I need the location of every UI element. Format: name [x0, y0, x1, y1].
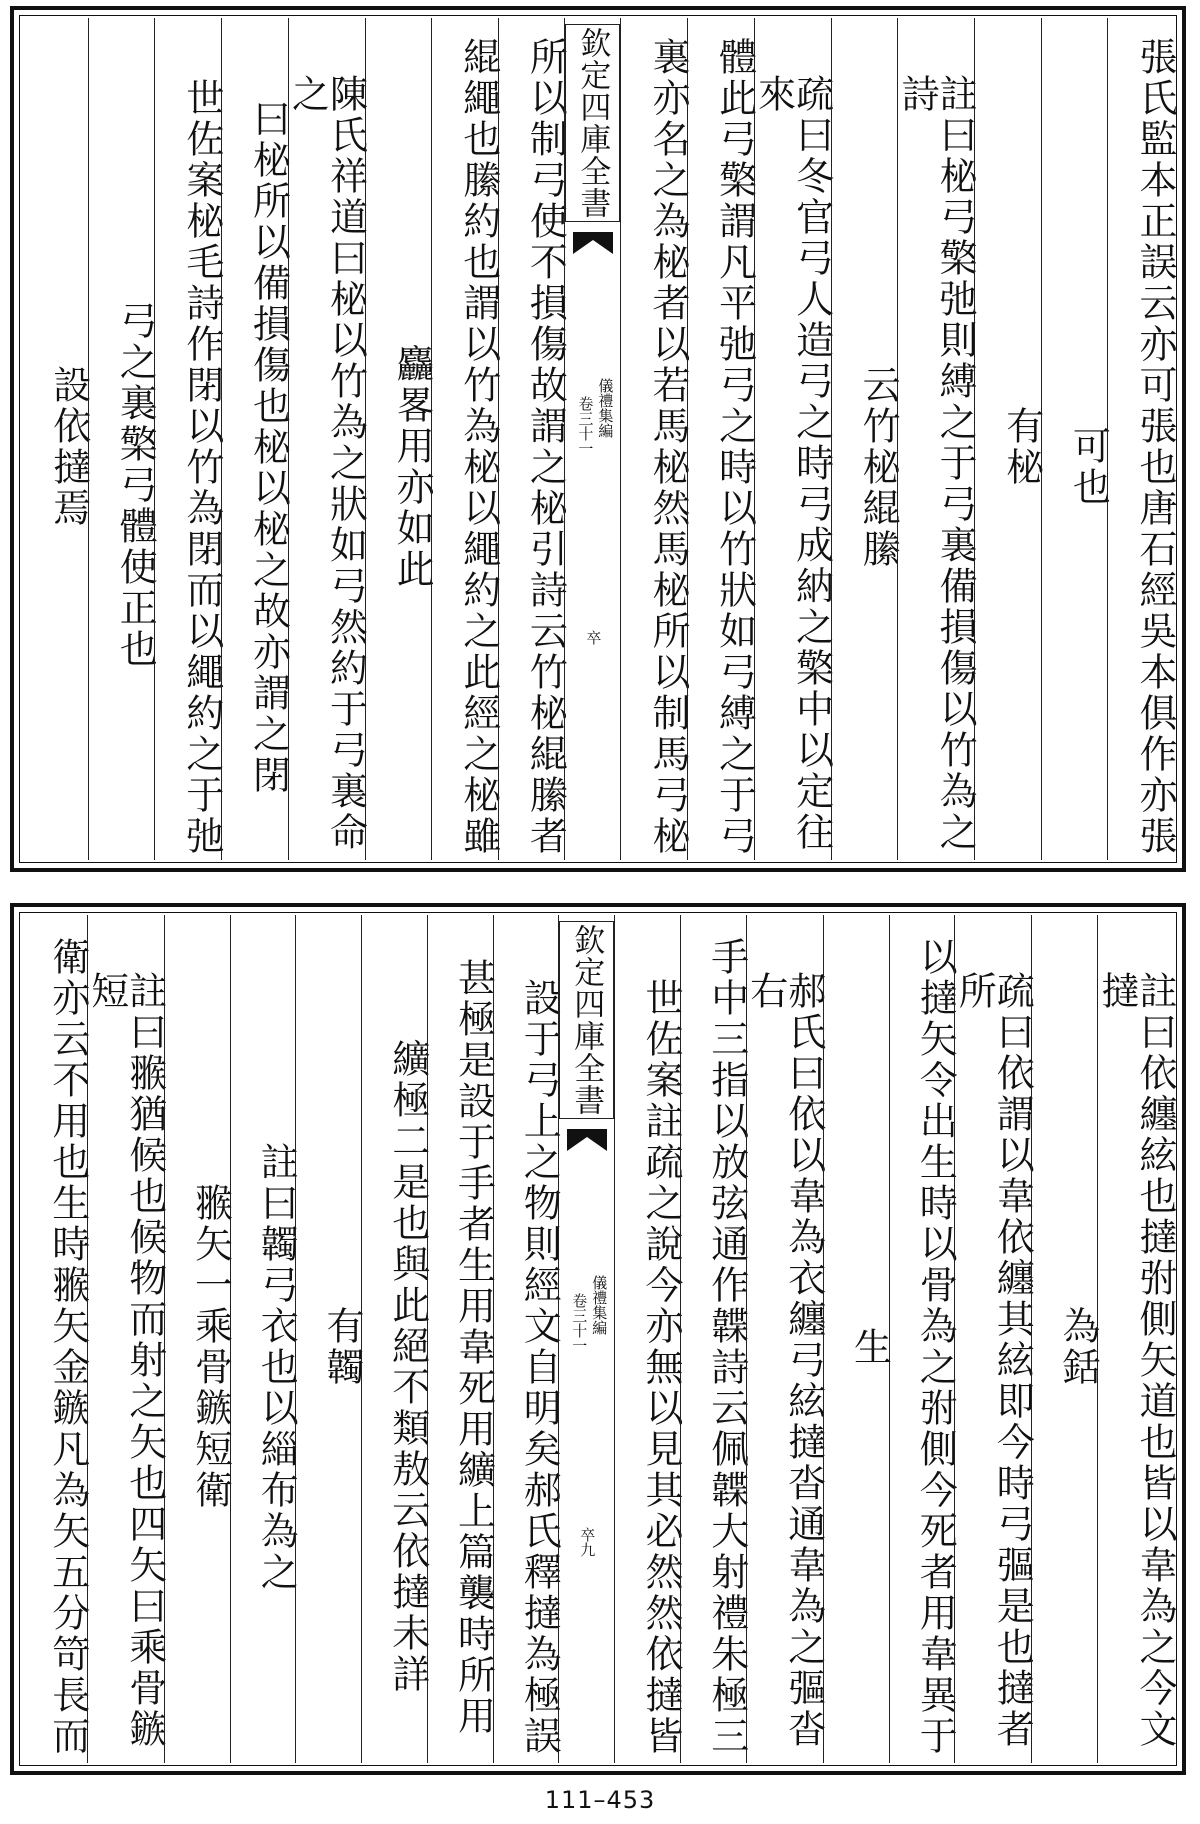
text-column: 緄繩也縢約也謂以竹為柲以繩約之此經之柲雖 — [431, 18, 498, 860]
text-column: 手中三指以放弦通作韘詩云佩韘大射禮朱極三 — [680, 915, 746, 1763]
text-column: 註曰翭猶候也候物而射之矢也四矢曰乘骨鏃短 — [87, 915, 164, 1763]
text-column: 疏曰依謂以韋依纏其絃即今時弓彄是也撻者所 — [954, 915, 1031, 1763]
text-column: 以撻矢令出生時以骨為之弣側今死者用韋異于 — [889, 915, 955, 1763]
text-column: 麤畧用亦如此 — [365, 18, 432, 860]
text-column: 設依撻焉 — [46, 365, 91, 529]
text-column: 郝氏曰依以韋為衣纏弓絃撻沓通韋為之彄沓右 — [746, 915, 823, 1763]
leaf-number: 卒九 — [578, 1527, 597, 1557]
collection-title: 欽定四庫全書 — [565, 24, 620, 222]
text-column: 體此弓檠謂凡平弛弓之時以竹狀如弓縛之于弓 — [687, 18, 754, 860]
text-column: 云竹柲緄縢 — [831, 18, 898, 860]
text-column: 世佐案註疏之說今亦無以見其必然然依撻皆 — [614, 915, 680, 1763]
text-columns — [22, 915, 1177, 1763]
bottom-page — [10, 903, 1186, 1775]
text-column: 曰柲所以備損傷也柲以柲之故亦謂之閉 — [221, 18, 288, 860]
text-columns — [22, 18, 1177, 860]
volume-label: 卷三十一 — [570, 1293, 589, 1353]
text-column: 所以制弓使不損傷故謂之柲引詩云竹柲緄縢者 — [498, 18, 565, 860]
text-column: 有韣 — [295, 915, 361, 1763]
collection-title: 欽定四庫全書 — [559, 921, 614, 1119]
text-column: 生 — [823, 915, 889, 1763]
text-column: 翭矢一乘骨鏃短衛 — [164, 915, 230, 1763]
book-title: 儀禮集編 — [596, 378, 615, 438]
text-column: 衛亦云不用也生時翭矢金鏃凡為矢五分笴長而 — [45, 937, 90, 1757]
fish-tail-mark-icon — [571, 230, 615, 256]
text-column: 陳氏祥道曰柲以竹為之狀如弓然約于弓裏命之 — [288, 18, 365, 860]
text-column: 註曰依纏絃也撻弣側矢道也皆以韋為之今文撻 — [1097, 915, 1174, 1763]
text-column: 甚極是設于手者生用韋死用纊上篇襲時所用 — [427, 915, 493, 1763]
book-title: 儀禮集編 — [590, 1275, 609, 1335]
text-column: 世佐案柲毛詩作閉以竹為閉而以繩約之于弛 — [154, 18, 221, 860]
text-column: 註曰韣弓衣也以緇布為之 — [230, 915, 296, 1763]
top-page — [10, 6, 1186, 872]
fish-tail-mark-icon — [565, 1127, 609, 1153]
page-number: 111–453 — [544, 1786, 656, 1814]
volume-label: 卷三十一 — [576, 396, 595, 456]
text-column: 註曰柲弓檠弛則縛之于弓裏備損傷以竹為之詩 — [897, 18, 974, 860]
center-fold — [564, 18, 620, 860]
text-column: 張氏監本正誤云亦可張也唐石經吳本俱作亦張 — [1107, 18, 1174, 860]
text-column: 為銛 — [1031, 915, 1097, 1763]
text-column: 可也 — [1041, 18, 1108, 860]
text-column: 弓之裏檠弓體使正也 — [88, 18, 155, 860]
text-column: 設于弓上之物則經文自明矣郝氏釋撻為極誤 — [493, 915, 559, 1763]
center-fold — [558, 915, 614, 1763]
leaf-number: 卒 — [584, 630, 603, 645]
text-column: 纊極二是也與此絕不類敖云依撻未詳 — [361, 915, 427, 1763]
text-column: 裏亦名之為柲者以若馬柲然馬柲所以制馬弓柲 — [620, 18, 687, 860]
text-column: 有柲 — [974, 18, 1041, 860]
text-column: 疏曰冬官弓人造弓之時弓成納之檠中以定往來 — [754, 18, 831, 860]
